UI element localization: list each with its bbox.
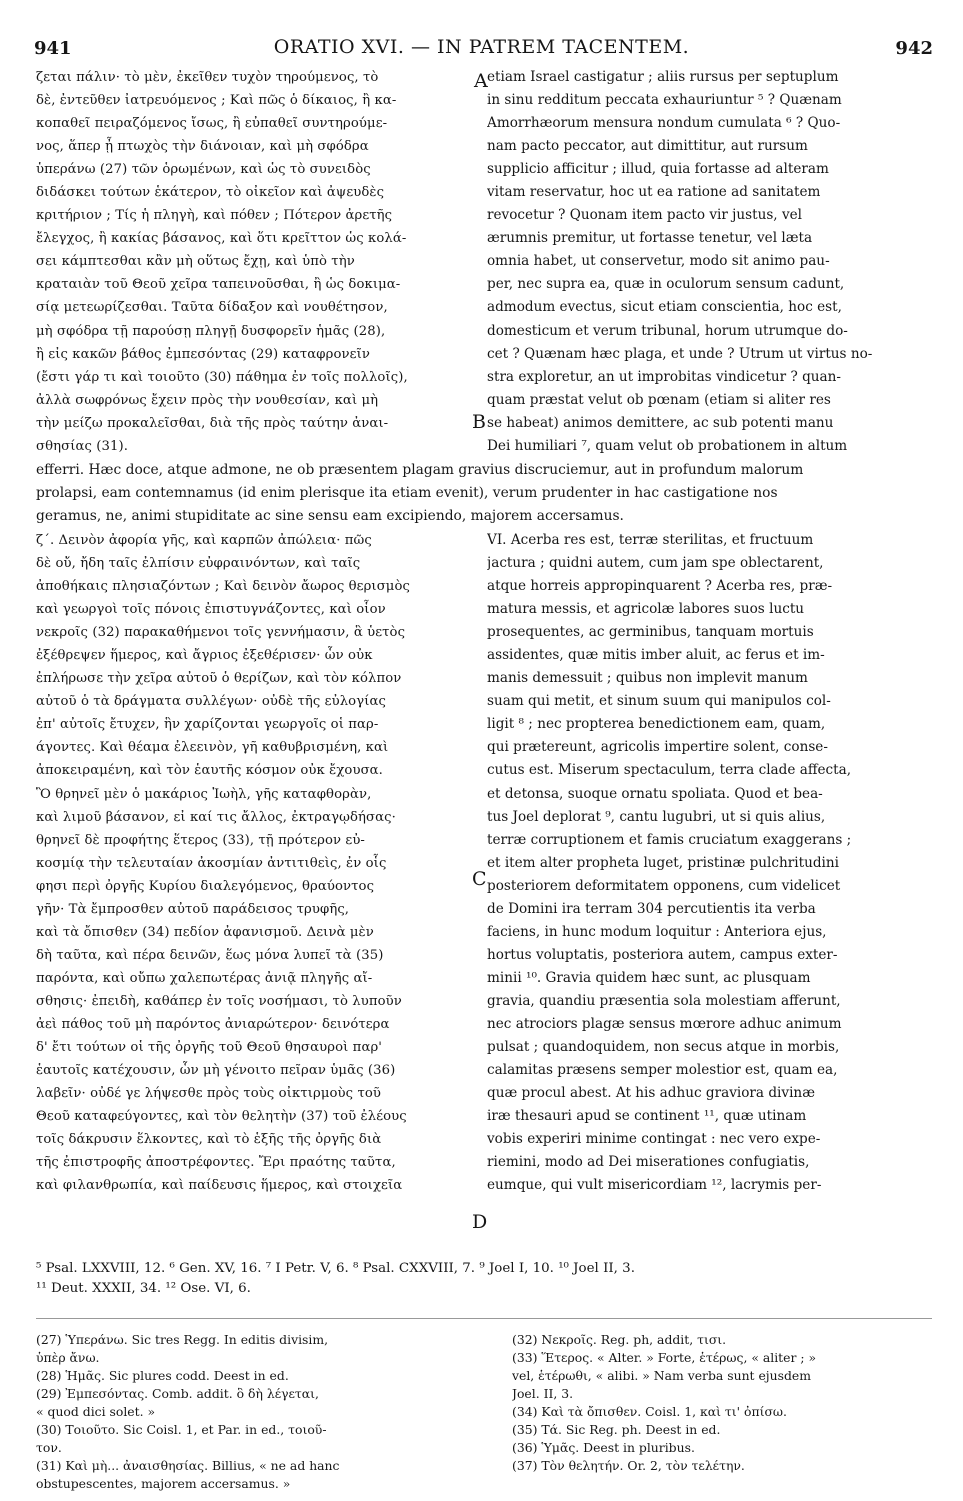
latin-line: atque horreis appropinquarent ? Acerba res, præ- — [487, 578, 833, 595]
latin-column-top — [487, 66, 932, 458]
scripture-references — [36, 1259, 932, 1299]
latin-line: minii ¹⁰. Gravia quidem hæc sunt, ac plusquam — [487, 969, 811, 986]
greek-column-top — [36, 66, 476, 458]
greek-line: ὑπεράνω (27) τῶν ὁρωμένων, καὶ ὡς τὸ συνειδὸς — [36, 162, 371, 178]
greek-line: κοσμίᾳ τὴν τελευταίαν ἀκοσμίαν ἀντιτιθεὶς, ἐν οἷς — [36, 855, 387, 871]
footnote-line: (33) Ἕτερος. « Alter. » Forte, ἑτέρως, « aliter ; » — [512, 1350, 817, 1365]
latin-line: pulsat ; quandoquidem, non secus atque in morbis, — [487, 1039, 840, 1056]
running-title: ORATIO XVI. — IN PATREM TACENTEM. — [273, 36, 690, 58]
latin-line: tus Joel deplorat ⁹, cantu lugubri, ut si quis alius, — [487, 808, 826, 825]
reference-line: ⁵ Psal. LXXVIII, 12. ⁶ Gen. XV, 16. ⁷ I Petr. V, 6. ⁸ Psal. CXXVIII, 7. ⁹ Joel I, 10. ¹⁰ Joel II, 3. — [36, 1261, 635, 1276]
latin-line: manis demessuit ; quibus non implevit manum — [487, 670, 808, 687]
greek-line: ζ΄. Δεινὸν ἀφορία γῆς, καὶ καρπῶν ἀπώλεια· πῶς — [36, 533, 372, 548]
latin-line: geramus, ne, animi stupiditate ac sine sensu eam excipiendo, majorem accersamus. — [36, 508, 624, 524]
greek-line: φησι περὶ ὀργῆς Κυρίου διαλεγόμενος, θραύοντος — [36, 878, 375, 894]
greek-line: γῆν· Τὰ ἔμπροσθεν αὐτοῦ παράδεισος τρυφῆς, — [36, 901, 350, 917]
greek-line: ἐπ' αὐτοῖς ἔτυχεν, ἣν χαρίζονται γεωργοῖς οἱ παρ- — [36, 717, 379, 733]
footnote-line: Joel. II, 3. — [512, 1386, 574, 1401]
greek-line: σθησίας (31). — [36, 438, 129, 454]
greek-line: ἔλεγχος, ἢ κακίας βάσανος, καὶ ὅτι κρεῖττον ὡς κολά- — [36, 231, 407, 247]
greek-line: αὐτοῦ ὁ τὰ δράγματα συλλέγων· οὐδὲ τῆς εὐλογίας — [36, 694, 386, 710]
greek-line: καὶ φιλανθρωπία, καὶ παίδευσις ἥμερος, καὶ στοιχεῖα — [36, 1178, 403, 1194]
greek-line: κριτήριον ; Τίς ἡ πληγὴ, καὶ πόθεν ; Πότερον ἀρετῆς — [36, 208, 393, 224]
margin-marker-d: D — [472, 1211, 488, 1233]
greek-line: δὲ οὔ, ἤδη ταῖς ἐλπίσιν εὐφραινόντων, καὶ ταῖς — [36, 556, 361, 572]
latin-line: VI. Acerba res est, terræ sterilitas, et fructuum — [487, 532, 814, 548]
greek-line: σίᾳ μετεωρίζεσθαι. Ταῦτα δίδαξον καὶ νουθέτησον, — [36, 300, 388, 316]
latin-line: supplicio afficitur ; illud, quia fortasse ad alteram — [487, 161, 829, 178]
greek-line: τὴν μείζω προκαλεῖσθαι, διὰ τῆς πρὸς ταύτην ἀναι- — [36, 415, 389, 431]
latin-line: Dei humiliari ⁷, quam velut ob probationem in altum — [487, 437, 848, 454]
greek-line: παρόντα, καὶ οὔπω χαλεπωτέρας ἀνιᾷ πληγῆς αἴ- — [36, 970, 373, 986]
greek-line: ἐπλήρωσε τὴν χεῖρα αὐτοῦ ὁ θερίζων, καὶ τὸν κόλπον — [36, 671, 402, 687]
latin-line: qui prætereunt, agricolis impertire solent, conse- — [487, 739, 828, 756]
footnote-line: vel, ἑτέρωθι, « alibi. » Nam verba sunt ejusdem — [512, 1368, 811, 1383]
latin-line: suam qui metit, et sinum suum qui manipulos col- — [487, 693, 831, 710]
latin-line: matura messis, et agricolæ labores suos luctu — [487, 601, 805, 618]
latin-line: eumque, qui vult misericordiam ¹², lacrymis per- — [487, 1177, 822, 1194]
greek-line: δὴ ταῦτα, καὶ πέρα δεινῶν, ἕως μόνα λυπεῖ τὰ (35) — [36, 947, 384, 963]
greek-column-bottom — [36, 529, 476, 1197]
greek-line: άγοντες. Καὶ θέαμα ἐλεεινὸν, γῆ καθυβρισμένη, καὶ — [36, 740, 389, 756]
latin-line: omnia habet, ut conservetur, modo sit animo pau- — [487, 253, 830, 270]
latin-line: per, nec supra ea, quæ in oculorum sensum cadunt, — [487, 276, 845, 293]
greek-line: κοπαθεῖ πειραζόμενος ἴσως, ἢ εὐπαθεῖ συντηρούμε- — [36, 116, 388, 132]
greek-line: τῆς ἐπιστροφῆς ἀποστρέφοντες. Ἔρι πραότης ταῦτα, — [36, 1155, 396, 1171]
footnote-line: (37) Τὸν θελητήν. Or. 2, τὸν τελέτην. — [512, 1458, 745, 1473]
latin-line: Amorrhæorum mensura nondum cumulata ⁶ ? Quo- — [487, 115, 841, 132]
greek-line: διδάσκει τούτων ἑκάτερον, τὸ οἰκεῖον καὶ ἀψευδὲς — [36, 185, 385, 201]
latin-full-width-paragraph — [36, 459, 932, 528]
greek-line: ἀποθήκαις πλησιαζόντων ; Καὶ δεινὸν ἄωρος θερισμὸς — [36, 579, 410, 595]
latin-column-bottom — [487, 529, 932, 1197]
latin-line: de Domini ira terram 304 percutientis ita verba — [487, 900, 816, 917]
greek-line: καὶ τὰ ὄπισθεν (34) πεδίον ἀφανισμοῦ. Δεινὰ μὲν — [36, 924, 374, 940]
latin-line: ærumnis premitur, ut fortasse tenetur, vel læta — [487, 230, 813, 247]
greek-line: ἀποκειραμένη, καὶ τὸν ἑαυτῆς κόσμον οὐκ ἔχουσα. — [36, 763, 383, 779]
latin-line: cutus est. Miserum spectaculum, terra clade affecta, — [487, 762, 852, 779]
page-header — [0, 0, 963, 64]
greek-line: ἑαυτοῖς κατέχουσιν, ὧν μὴ γένοιτο πεῖραν ὑμᾶς (36) — [36, 1063, 396, 1079]
latin-line: posteriorem deformitatem opponens, cum videlicet — [487, 877, 841, 894]
footnote-line: (36) Ὑμᾶς. Deest in pluribus. — [512, 1440, 695, 1455]
greek-line: καὶ γεωργοὶ τοῖς πόνοις ἐπιστυγνάζοντες, καὶ οἷον — [36, 602, 386, 618]
latin-line: quam præstat velut ob pœnam (etiam si aliter res — [487, 391, 831, 408]
left-page-number: 941 — [34, 38, 72, 59]
greek-line: τοῖς δάκρυσιν ἕλκοντες, καὶ τὸ ἑξῆς τῆς ὀργῆς διὰ — [36, 1132, 382, 1148]
greek-line: νος, ἅπερ ᾖ πτωχὸς τὴν διάνοιαν, καὶ μὴ σφόδρα — [36, 139, 369, 155]
latin-line: riemini, modo ad Dei miserationes confugiatis, — [487, 1154, 810, 1171]
latin-line: calamitas præsens semper molestior est, quam ea, — [487, 1062, 838, 1079]
footnote-line: (28) Ἡμᾶς. Sic plures codd. Deest in ed. — [36, 1368, 289, 1383]
latin-line: vobis experiri minime contingat : nec vero expe- — [487, 1131, 821, 1148]
greek-line: κραταιὰν τοῦ Θεοῦ χεῖρα ταπεινοῦσθαι, ἢ ὡς δοκιμα- — [36, 277, 401, 293]
latin-line: et item alter propheta luget, pristinæ pulchritudini — [487, 854, 839, 871]
footnote-line: obstupescentes, majorem accersamus. » — [36, 1476, 291, 1491]
greek-line: ἐξέθρεψεν ἥμερος, καὶ ἄγριος ἐξεθέρισεν· ὧν οὐκ — [36, 648, 373, 664]
latin-line: efferri. Hæc doce, atque admone, ne ob præsentem plagam gravius discruciemur, aut in profundum malorum — [36, 462, 804, 478]
latin-line: etiam Israel castigatur ; aliis rursus per septuplum — [487, 69, 839, 85]
greek-line: δ' ἔτι τούτων οἱ τῆς ὀργῆς τοῦ Θεοῦ θησαυροὶ παρ' — [36, 1040, 383, 1056]
margin-marker-b: B — [472, 411, 486, 433]
latin-line: faciens, in hunc modum loquitur : Anteriora ejus, — [487, 923, 827, 940]
greek-line: θρηνεῖ δὲ προφήτης ἕτερος (33), τῇ πρότερον εὐ- — [36, 832, 365, 848]
greek-line: Θεοῦ καταφεύγοντες, καὶ τὸν θελητὴν (37) τοῦ ἐλέους — [36, 1109, 407, 1125]
footnotes-left — [36, 1331, 476, 1493]
latin-line: jactura ; quidni autem, cum jam spe oblectarent, — [487, 555, 824, 572]
margin-marker-a: A — [474, 70, 488, 92]
latin-line: quæ procul abest. At his adhuc graviora divinæ — [487, 1085, 815, 1102]
footnote-line: (29) Ἐμπεσόντας. Comb. addit. ὃ δὴ λέγεται, — [36, 1386, 319, 1401]
footnote-line: (30) Τοιοῦτο. Sic Coisl. 1, et Par. in ed., τοιοῦ- — [36, 1422, 327, 1437]
latin-line: assidentes, quæ mitis imber aluit, ac ferus et im- — [487, 647, 825, 664]
reference-line: ¹¹ Deut. XXXII, 34. ¹² Ose. VI, 6. — [36, 1281, 251, 1296]
latin-line: iræ thesauri apud se continent ¹¹, quæ utinam — [487, 1108, 807, 1125]
footnote-line: (31) Καὶ μὴ... ἀναισθησίας. Billius, « ne ad hanc — [36, 1458, 340, 1473]
footnote-line: « quod dici solet. » — [36, 1404, 156, 1419]
latin-line: cet ? Quænam hæc plaga, et unde ? Utrum ut virtus no- — [487, 345, 873, 362]
latin-line: nec atrociors plagæ sensus mœrore adhuc animum — [487, 1015, 842, 1032]
latin-line: nam pacto peccator, aut dimittitur, aut rursum — [487, 138, 808, 155]
greek-line: ἢ εἰς κακῶν βάθος ἐμπεσόντας (29) καταφρονεῖν — [36, 346, 370, 362]
latin-line: prolapsi, eam contemnamus (id enim plerisque ita etiam evenit), verum prudenter in hac castigatione nos — [36, 485, 778, 501]
footnote-line: τον. — [36, 1440, 62, 1455]
greek-line: λαβεῖν· οὐδέ γε λήψεσθε πρὸς τοὺς οἰκτιρμοὺς τοῦ — [36, 1086, 382, 1102]
latin-line: terræ corruptionem et famis cruciatum exaggerans ; — [487, 831, 852, 848]
greek-line: σει κάμπτεσθαι κἂν μὴ οὕτως ἔχῃ, καὶ ὑπὸ τὴν — [36, 254, 355, 270]
right-page-number: 942 — [895, 38, 933, 59]
latin-line: domesticum et verum tribunal, horum utrumque do- — [487, 322, 848, 339]
latin-line: prosequentes, ac germinibus, tanquam mortuis — [487, 624, 814, 641]
greek-line: ζεται πάλιν· τὸ μὲν, ἐκεῖθεν τυχὸν τηρούμενος, τὸ — [36, 70, 379, 85]
greek-line: μὴ σφόδρα τῇ παρούσῃ πληγῇ δυσφορεῖν ἡμᾶς (28), — [36, 323, 386, 339]
footnote-line: (27) Ὑπεράνω. Sic tres Regg. In editis divisim, — [36, 1332, 329, 1347]
footnotes-right — [512, 1331, 932, 1475]
greek-line: ἀεὶ πάθος τοῦ μὴ παρόντος ἀνιαρώτερον· δεινότερα — [36, 1016, 390, 1032]
latin-line: revocetur ? Quonam item pacto vir justus, vel — [487, 207, 803, 224]
greek-line: ἀλλὰ σωφρόνως ἔχειν πρὸς τὴν νουθεσίαν, καὶ μὴ — [36, 392, 379, 408]
greek-line: καὶ λιμοῦ βάσανον, εἰ καί τις ἄλλος, ἐκτραγῳδήσας· — [36, 809, 396, 825]
footnote-line: (32) Νεκροῖς. Reg. ph, addit, τισι. — [512, 1332, 727, 1347]
latin-line: stra exploretur, an ut improbitas vindicetur ? quan- — [487, 368, 842, 385]
greek-line: σθησις· ἐπειδὴ, καθάπερ ἐν τοῖς νοσήμασι, τὸ λυποῦν — [36, 993, 402, 1009]
footnote-line: ὑπὲρ ἄνω. — [36, 1350, 100, 1365]
latin-line: vitam reservatur, hoc ut ea ratione ad sanitatem — [487, 184, 821, 201]
latin-line: in sinu redditum peccata exhauriuntur ⁵ ? Quænam — [487, 92, 842, 109]
greek-line: (ἔστι γάρ τι καὶ τοιοῦτο (30) πάθημα ἐν τοῖς πολλοῖς), — [36, 369, 408, 385]
greek-line: δὲ, ἐντεῦθεν ἰατρευόμενος ; Καὶ πῶς ὁ δίκαιος, ἢ κα- — [36, 93, 397, 109]
latin-line: admodum evectus, sicut etiam conscientia, hoc est, — [487, 299, 842, 316]
footnote-divider — [36, 1318, 932, 1319]
margin-marker-c: C — [472, 868, 487, 890]
greek-line: νεκροῖς (32) παρακαθήμενοι τοῖς γεννήμασιν, ἃ ὑετὸς — [36, 625, 406, 641]
footnote-line: (34) Καὶ τὰ ὄπισθεν. Coisl. 1, καὶ τι' ὀπίσω. — [512, 1404, 787, 1419]
footnote-line: (35) Τά. Sic Reg. ph. Deest in ed. — [512, 1422, 721, 1437]
latin-line: ligit ⁸ ; nec propterea benedictionem eam, quam, — [487, 716, 826, 733]
latin-line: se habeat) animos demittere, ac sub potenti manu — [487, 414, 834, 431]
greek-line: Ὃ θρηνεῖ μὲν ὁ μακάριος Ἰωὴλ, γῆς καταφθορὰν, — [36, 786, 372, 802]
latin-line: et detonsa, suoque ornatu spoliata. Quod et bea- — [487, 785, 823, 802]
latin-line: gravia, quandiu præsentia sola molestiam afferunt, — [487, 992, 841, 1009]
latin-line: hortus voluptatis, posteriora autem, campus exter- — [487, 946, 838, 963]
